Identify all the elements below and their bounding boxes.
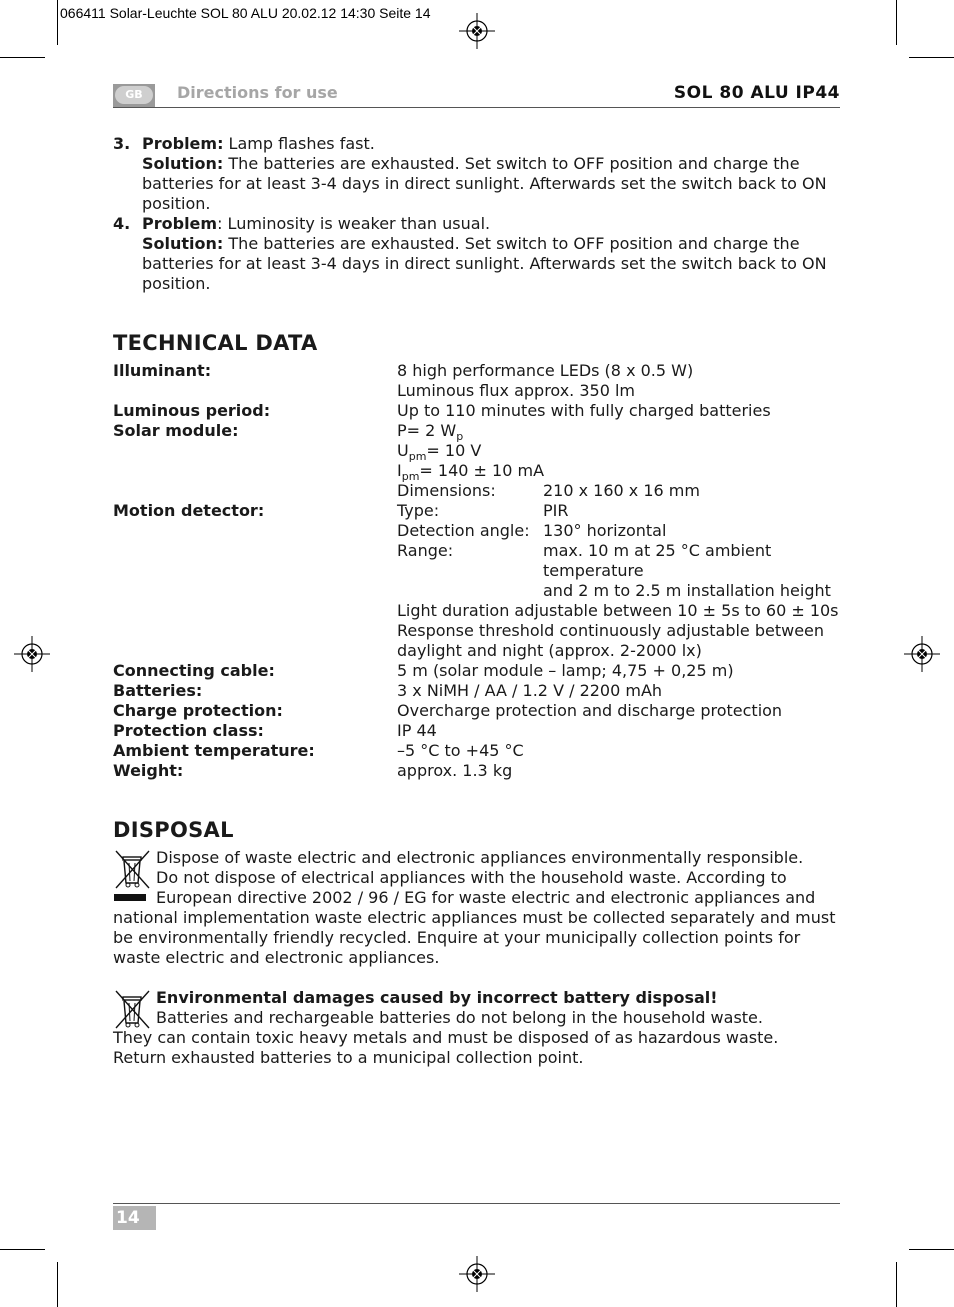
spec-label: Illuminant:: [113, 361, 212, 380]
problem-label: Problem:: [142, 134, 224, 153]
spec-label: Ambient temperature:: [113, 741, 315, 760]
spec-value: 130° horizontal: [543, 521, 667, 540]
crossed-out-bin-icon: [113, 848, 151, 906]
problem-text: Lamp flashes fast.: [223, 134, 375, 153]
problem-3: [142, 134, 375, 154]
disposal-text: national implementation waste electric appliances must be collected separately and must: [113, 908, 836, 927]
problem-4: [142, 214, 490, 234]
disposal-text: They can contain toxic heavy metals and must be disposed of as hazardous waste.: [113, 1028, 779, 1047]
solution-3: [142, 154, 800, 174]
crop-mark: [0, 57, 45, 58]
solution-line: batteries for at least 3-4 days in direct sunlight. Afterwards set the switch back to ON: [142, 174, 827, 193]
solar-voltage: U: [397, 441, 409, 460]
solar-voltage-value: = 10 V: [426, 441, 482, 460]
spec-sublabel: Range:: [397, 541, 454, 560]
solar-power: P= 2 W: [397, 421, 457, 440]
spec-value: Light duration adjustable between 10 ± 5s to 60 ± 10s: [397, 601, 839, 620]
disposal-text: be environmentally friendly recycled. Enquire at your municipally collection points for: [113, 928, 801, 947]
disposal-text: waste electric and electronic appliances.: [113, 948, 440, 967]
crop-mark: [57, 1262, 58, 1307]
technical-data-heading: TECHNICAL DATA: [113, 331, 318, 355]
spec-value: Luminous flux approx. 350 lm: [397, 381, 636, 400]
print-slug: 066411 Solar-Leuchte SOL 80 ALU 20.02.12 14:30 Seite 14: [60, 5, 431, 21]
disposal-text: European directive 2002 / 96 / EG for waste electric and electronic appliances and: [156, 888, 816, 907]
solution-line: batteries for at least 3-4 days in direct sunlight. Afterwards set the switch back to ON: [142, 254, 827, 273]
spec-sublabel: Detection angle:: [397, 521, 530, 540]
problem-label: Problem: [142, 214, 218, 233]
solution-label: Solution:: [142, 234, 224, 253]
spec-value: 8 high performance LEDs (8 x 0.5 W): [397, 361, 694, 380]
solar-current: I: [397, 461, 402, 480]
solution-line: position.: [142, 274, 211, 293]
spec-value: PIR: [543, 501, 569, 520]
spec-sublabel: Dimensions:: [397, 481, 496, 500]
registration-mark-icon: [459, 13, 495, 49]
header-rule: [113, 107, 840, 108]
page-number: 14: [113, 1206, 156, 1230]
solution-text: The batteries are exhausted. Set switch to OFF position and charge the: [223, 234, 800, 253]
spec-value: Response threshold continuously adjustable between: [397, 621, 825, 640]
solution-4: [142, 234, 800, 254]
spec-value: –5 °C to +45 °C: [397, 741, 524, 760]
registration-mark-icon: [14, 636, 50, 672]
solution-label: Solution:: [142, 154, 224, 173]
crop-mark: [0, 1249, 45, 1250]
battery-warning: Environmental damages caused by incorrect battery disposal!: [156, 988, 718, 1007]
disposal-text: Batteries and rechargeable batteries do not belong in the household waste.: [156, 1008, 763, 1027]
subscript: pm: [401, 470, 420, 484]
disposal-text: Do not dispose of electrical appliances with the household waste. According to: [156, 868, 787, 887]
list-number: 4.: [113, 214, 131, 233]
model-name: SOL 80 ALU IP44: [673, 83, 840, 103]
spec-value: Up to 110 minutes with fully charged batteries: [397, 401, 771, 420]
section-title: Directions for use: [177, 83, 338, 102]
disposal-heading: DISPOSAL: [113, 818, 234, 842]
registration-mark-icon: [904, 636, 940, 672]
solar-current-value: = 140 ± 10 mA: [419, 461, 545, 480]
spec-label: Charge protection:: [113, 701, 283, 720]
solution-text: The batteries are exhausted. Set switch to OFF position and charge the: [223, 154, 800, 173]
spec-label: Connecting cable:: [113, 661, 275, 680]
spec-value: temperature: [543, 561, 644, 580]
subscript: pm: [408, 450, 427, 464]
list-number: 3.: [113, 134, 131, 153]
spec-value: daylight and night (approx. 2-2000 lx): [397, 641, 702, 660]
crop-mark: [896, 1262, 897, 1307]
footer-rule: [113, 1203, 840, 1204]
spec-label: Weight:: [113, 761, 184, 780]
spec-value: 5 m (solar module – lamp; 4,75 + 0,25 m): [397, 661, 734, 680]
disposal-text: Return exhausted batteries to a municipal collection point.: [113, 1048, 584, 1067]
spec-sublabel: Type:: [397, 501, 440, 520]
spec-value: 3 x NiMH / AA / 1.2 V / 2200 mAh: [397, 681, 663, 700]
crossed-out-bin-icon: [113, 988, 151, 1030]
subscript: p: [456, 430, 464, 444]
spec-value: Overcharge protection and discharge protection: [397, 701, 783, 720]
spec-label: Motion detector:: [113, 501, 265, 520]
crop-mark: [909, 57, 954, 58]
spec-value: 210 x 160 x 16 mm: [543, 481, 700, 500]
spec-label: Luminous period:: [113, 401, 271, 420]
registration-mark-icon: [459, 1256, 495, 1292]
problem-text: : Luminosity is weaker than usual.: [217, 214, 491, 233]
spec-value: max. 10 m at 25 °C ambient: [543, 541, 772, 560]
solution-line: position.: [142, 194, 211, 213]
spec-value: approx. 1.3 kg: [397, 761, 513, 780]
spec-value: and 2 m to 2.5 m installation height: [543, 581, 831, 600]
language-badge: GB: [115, 86, 153, 104]
crop-mark: [57, 0, 58, 45]
crop-mark: [896, 0, 897, 45]
spec-value: IP 44: [397, 721, 437, 740]
spec-label: Protection class:: [113, 721, 264, 740]
disposal-text: Dispose of waste electric and electronic appliances environmentally responsible.: [156, 848, 804, 867]
crop-mark: [909, 1249, 954, 1250]
spec-label: Solar module:: [113, 421, 239, 440]
spec-label: Batteries:: [113, 681, 203, 700]
